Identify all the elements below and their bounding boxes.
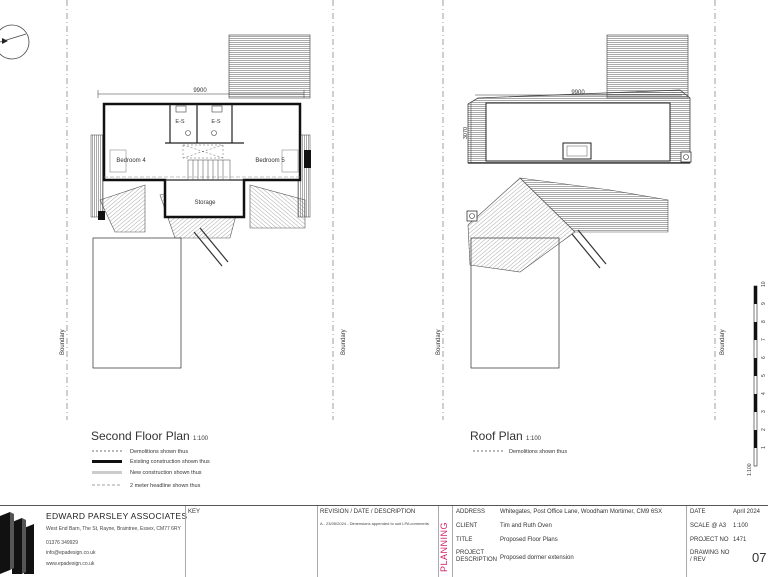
title-label: TITLE	[456, 537, 473, 543]
key-headline: 2 meter headline shown thus	[130, 483, 201, 489]
room-label-es2: E-S	[211, 119, 221, 125]
scale-label-6: 6	[761, 356, 767, 359]
roof-height-dimension: 3070	[463, 126, 469, 140]
planning-stamp	[437, 510, 451, 574]
client-value: Tim and Ruth Oven	[500, 523, 552, 529]
address-value: Whitegates, Post Office Lane, Woodham Mortimer, CM9 6SX	[500, 509, 663, 515]
boundary-label-3: Boundary	[436, 329, 442, 355]
left-eaves	[91, 135, 103, 217]
scale-label: SCALE @ A3	[690, 523, 727, 529]
date-value: April 2024	[733, 509, 761, 515]
svg-text:PLANNING: PLANNING	[439, 521, 449, 572]
firm-website[interactable]: www.epadesign.co.uk	[46, 561, 95, 567]
company-logo-icon	[0, 508, 44, 574]
key-header: KEY	[188, 509, 201, 515]
scale-label-4: 4	[761, 392, 767, 395]
scale-bottom-label: 1:100	[747, 463, 753, 476]
scale-label-7: 7	[761, 338, 767, 341]
scale-label-2: 2	[761, 428, 767, 431]
room-label-storage: Storage	[194, 200, 216, 206]
title-block	[0, 505, 768, 577]
scale-label-5: 5	[761, 374, 767, 377]
project-desc-label: PROJECT DESCRIPTION	[456, 550, 498, 563]
roof-plan-scale: 1:100	[526, 436, 542, 442]
chimney-right	[304, 150, 311, 168]
firm-phone: 01376 349929	[46, 540, 78, 546]
boundary-label-1: Boundary	[60, 329, 66, 355]
key-demolitions: Demolitions shown thus	[130, 449, 189, 455]
flue-left	[467, 211, 477, 221]
key-new: New construction shown thus	[130, 470, 202, 476]
room-label-bedroom5: Bedroom 5	[255, 158, 285, 164]
revision-entry: A - 23/05/2024 - Dimensions appended to suit LPA comments	[320, 521, 429, 526]
boundary-label-4: Boundary	[720, 329, 726, 355]
drawing-no-value: 07	[752, 550, 767, 565]
key-existing: Existing construction shown thus	[130, 459, 210, 465]
boundary-label-2: Boundary	[341, 329, 347, 355]
firm-email[interactable]: info@epadesign.co.uk	[46, 550, 96, 556]
project-desc-value: Proposed dormer extension	[500, 555, 574, 561]
roof-width-dimension: 9900	[571, 90, 585, 96]
north-arrow-icon	[0, 25, 29, 59]
room-label-es1: E-S	[175, 119, 185, 125]
title-value: Proposed Floor Plans	[500, 537, 558, 543]
drawing-no-label: DRAWING NO / REV	[690, 550, 730, 563]
room-label-bedroom4: Bedroom 4	[116, 158, 146, 164]
rear-roof-area	[229, 35, 310, 98]
roof-rear-area	[607, 35, 688, 98]
scale-label-3: 3	[761, 410, 767, 413]
roof-key-demolitions: Demolitions shown thus	[509, 449, 568, 455]
width-dimension: 9900	[193, 88, 207, 94]
scale-label-9: 9	[761, 302, 767, 305]
client-label: CLIENT	[456, 523, 478, 529]
roof-rail	[572, 230, 606, 268]
scale-label-10: 10	[761, 281, 767, 287]
scale-label-1: 1	[761, 446, 767, 449]
address-label: ADDRESS	[456, 509, 486, 515]
left-roof-slope	[100, 185, 145, 232]
second-floor-title: Second Floor Plan	[91, 429, 190, 443]
firm-address: West End Barn, The St, Rayne, Braintree, Essex, CM77 6RY	[46, 526, 181, 532]
chimney-left	[98, 211, 105, 220]
flue-right	[681, 152, 691, 162]
second-floor-scale: 1:100	[193, 436, 209, 442]
right-roof-slope	[250, 185, 305, 228]
firm-name: EDWARD PARSLEY ASSOCIATES	[46, 511, 188, 521]
roof-plan-title: Roof Plan	[470, 429, 523, 443]
key-legend	[92, 449, 567, 489]
outbuilding-outline	[93, 238, 181, 368]
project-no-value: 1471	[733, 537, 747, 543]
roof-plan	[463, 35, 691, 368]
second-floor-plan	[91, 35, 311, 368]
project-no-label: PROJECT NO	[690, 537, 729, 543]
scale-value: 1:100	[733, 523, 749, 529]
date-label: DATE	[690, 509, 706, 515]
revision-header: REVISION / DATE / DESCRIPTION	[320, 509, 416, 515]
scale-bar	[747, 281, 767, 476]
scale-label-8: 8	[761, 320, 767, 323]
